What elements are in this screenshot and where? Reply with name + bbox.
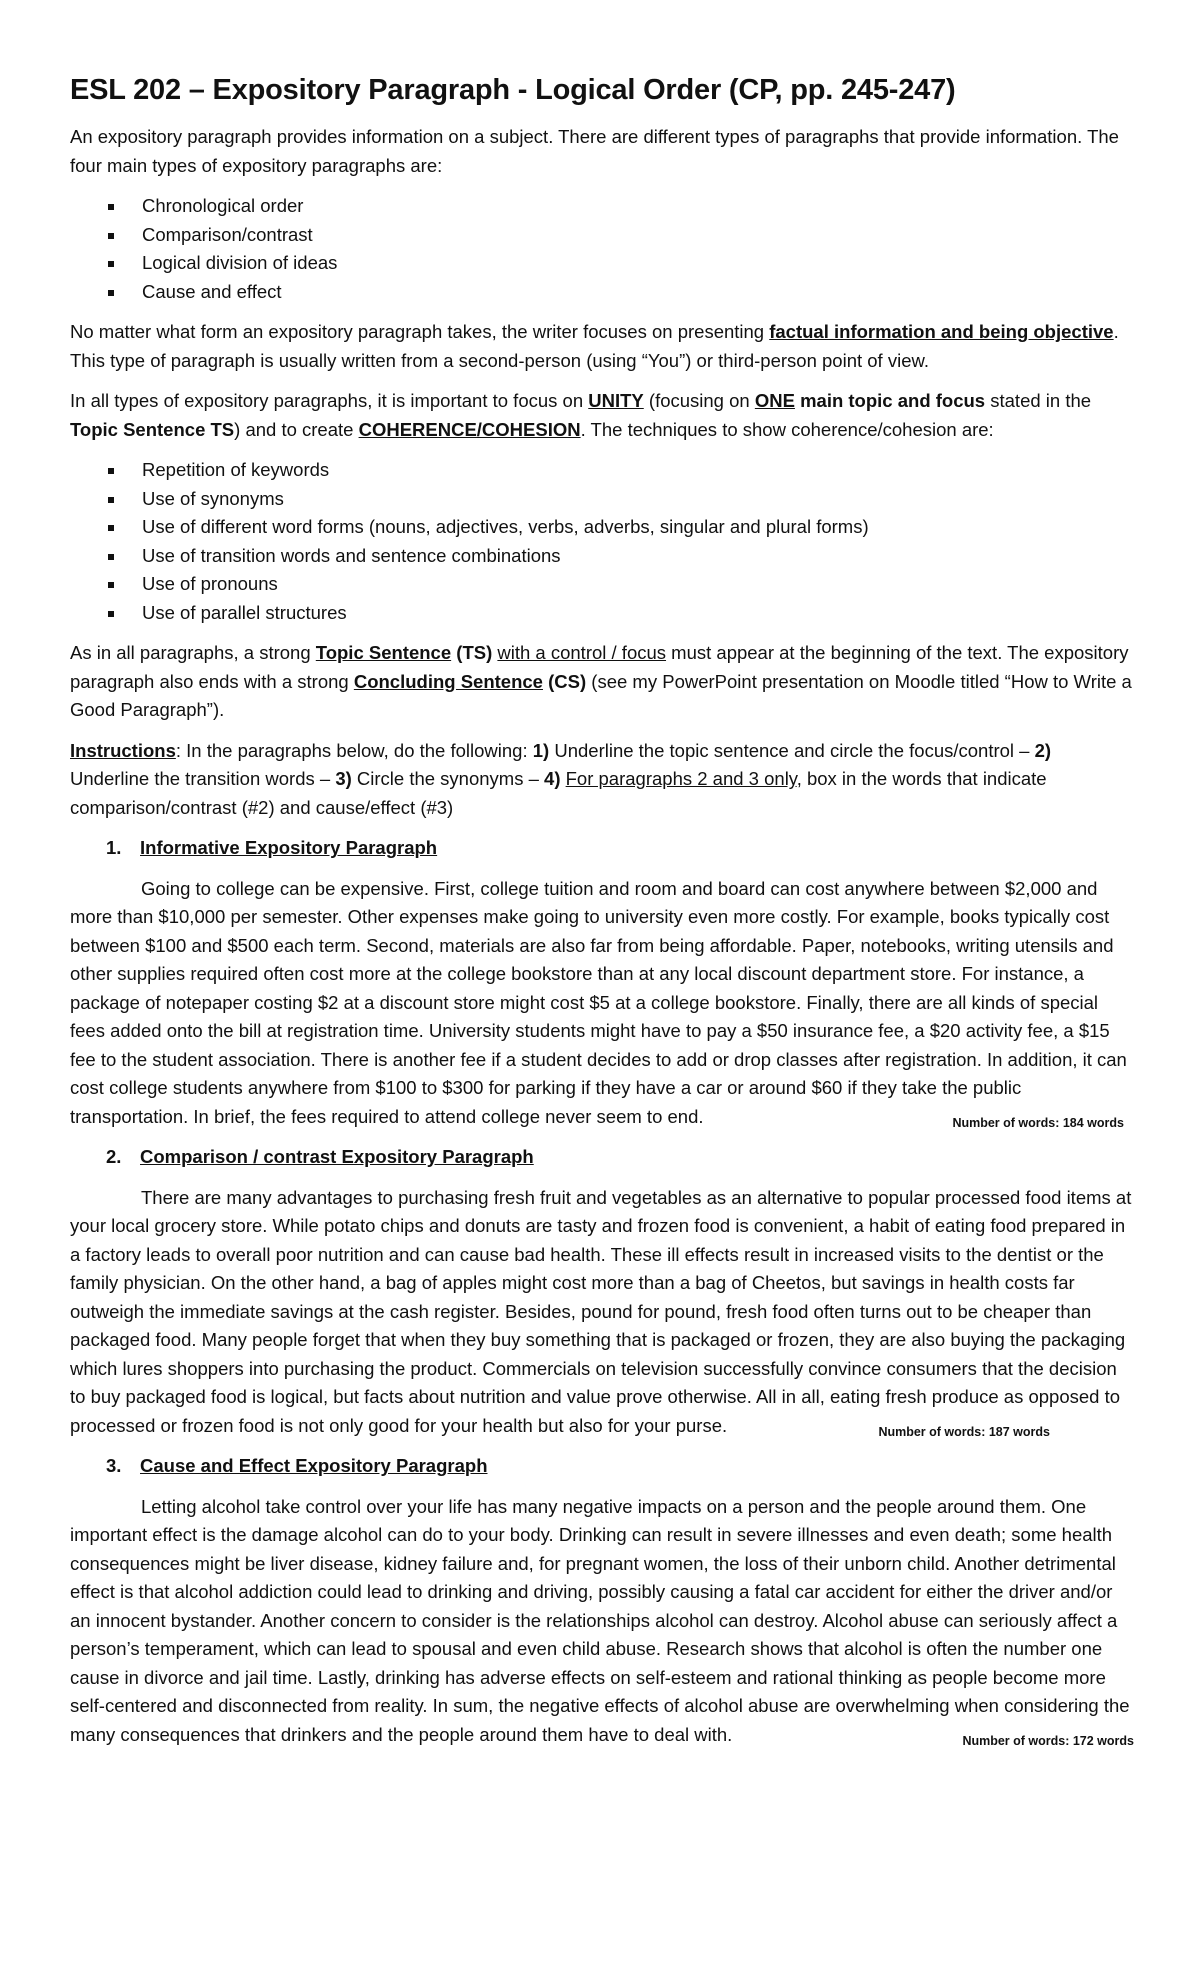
text-run: must appear at the beginning of the text. The expository paragraph also ends with a strong	[70, 642, 1129, 692]
list-item: Use of synonyms	[108, 485, 1134, 514]
text-run: . The techniques to show coherence/cohesion are:	[580, 418, 994, 440]
text-run: ) and to create	[234, 418, 359, 440]
list-item: Comparison/contrast	[108, 221, 1134, 250]
text-run: Underline the topic sentence and circle the focus/control –	[549, 739, 1035, 761]
step-number: 4)	[544, 768, 561, 790]
section-number: 3.	[106, 1455, 122, 1477]
section-number: 2.	[106, 1146, 122, 1168]
text-run: As in all paragraphs, a strong	[70, 642, 316, 664]
section-number: 1.	[106, 837, 122, 859]
page-title: ESL 202 – Expository Paragraph - Logical Order (CP, pp. 245-247)	[70, 74, 956, 106]
text-run: In all types of expository paragraphs, it is important to focus on	[70, 390, 589, 412]
paragraph-text: There are many advantages to purchasing fresh fruit and vegetables as an alternative to popular processed food items at your local grocery store. While potato chips and donuts are tasty and frozen food is convenient, a habit of eating food prepared in a factory leads to overall poor nutrition and can cause bad health. These ill effects result in increased visits to the dentist or the family physician. On the other hand, a bag of apples might cost more than a bag of Cheetos, but savings in health costs far outweigh the immediate savings at the cash register. Besides, pound for pound, fresh food often turns out to be cheaper than packaged food. Many people forget that when they buy something that is packaged or frozen, they are also buying the packaging which lures shoppers into purchasing the product. Commercials on television successfully convince consumers that the decision to buy packaged food is logical, but facts about nutrition and value prove otherwise. All in all, eating fresh produce as opposed to processed or frozen food is not only good for your health but also for your purse.	[70, 1186, 1132, 1436]
coherence-term: COHERENCE/COHESION	[358, 418, 581, 440]
word-count: Number of words: 187 words	[878, 1424, 1050, 1439]
section-title: Informative Expository Paragraph	[140, 837, 438, 859]
main-topic-term: main topic and focus	[800, 390, 986, 412]
topic-sentence-term: Topic Sentence	[315, 642, 452, 664]
ts-abbrev: (TS)	[456, 642, 493, 664]
text-run: Circle the synonyms –	[351, 768, 545, 790]
emphasis-text: factual information and being objective	[769, 321, 1114, 343]
concluding-term: Concluding Sentence	[353, 670, 543, 692]
cs-abbrev: (CS)	[548, 670, 587, 692]
comparison-paragraph	[70, 1184, 1134, 1441]
topic-sentence-paragraph	[70, 639, 1134, 725]
control-term: with a control / focus	[497, 642, 667, 664]
section-title: Cause and Effect Expository Paragraph	[140, 1455, 488, 1477]
list-item: Logical division of ideas	[108, 249, 1134, 278]
step-number: 1)	[532, 739, 550, 761]
list-item: Repetition of keywords	[108, 456, 1134, 485]
topic-sentence-term: Topic Sentence TS	[70, 418, 235, 440]
text-run: No matter what form an expository paragraph takes, the writer focuses on presenting	[70, 321, 770, 343]
step-number: 3)	[335, 768, 352, 790]
section-heading-comparison	[70, 1143, 1134, 1172]
text-run: stated in the	[985, 390, 1092, 412]
text-run: . This type of paragraph is usually written from a second-person (using “You”) or third-person point of view.	[70, 321, 1119, 371]
paragraph-text: Going to college can be expensive. First, college tuition and room and board can cost anywhere between $2,000 and more than $10,000 per semester. Other expenses make going to university even more costly. For example, books typically cost between $100 and $500 each term. Second, materials are also far from being affordable. Paper, notebooks, writing utensils and other supplies required often cost more at the college bookstore than at any local discount department store. For instance, a package of notepaper costing $2 at a discount store might cost $5 at a college bookstore. Finally, there are all kinds of special fees added onto the bill at registration time. University students might have to pay a $50 insurance fee, a $20 activity fee, a $15 fee to the student association. There is another fee if a student decides to add or drop classes after registration. In addition, it can cost college students anywhere from $100 to $300 for parking if they have a car or around $60 if they take the public transportation. In brief, the fees required to attend college never seem to end.	[70, 877, 1127, 1127]
paragraph-types-list	[70, 192, 1134, 306]
list-item: Use of transition words and sentence combinations	[108, 542, 1134, 571]
paragraphs-only-note: For paragraphs 2 and 3 only	[565, 768, 797, 790]
instructions-paragraph	[70, 737, 1134, 823]
word-count: Number of words: 184 words	[952, 1115, 1124, 1130]
section-title: Comparison / contrast Expository Paragraph	[140, 1146, 534, 1168]
list-item: Use of parallel structures	[108, 599, 1134, 628]
text-run: (see my PowerPoint presentation on Moodle titled “How to Write a Good Paragraph”).	[70, 670, 1132, 721]
one-term: ONE	[754, 390, 795, 412]
section-heading-cause-effect	[70, 1452, 1134, 1481]
step-number: 2)	[1034, 739, 1052, 761]
text-run: (focusing on	[643, 390, 755, 412]
word-count: Number of words: 172 words	[962, 1733, 1134, 1748]
instructions-label: Instructions	[70, 739, 176, 761]
techniques-list	[70, 456, 1134, 627]
section-heading-informative	[70, 834, 1134, 863]
cause-effect-paragraph	[70, 1493, 1134, 1750]
text-run: Underline the transition words –	[70, 768, 336, 790]
paragraph-text: Letting alcohol take control over your life has many negative impacts on a person and the people around them. One important effect is the damage alcohol can do to your body. Drinking can result in severe illnesses and even death; some health consequences might be liver disease, kidney failure and, for pregnant women, the loss of their unborn child. Another detrimental effect is that alcohol addiction could lead to drinking and driving, possibly causing a fatal car accident for either the driver and/or an innocent bystander. Another concern to consider is the relationships alcohol can destroy. Alcohol abuse can seriously affect a person’s temperament, which can lead to spousal and even child abuse. Research shows that alcohol is often the number one cause in divorce and jail time. Lastly, drinking has adverse effects on self-esteem and rational thinking as people become more self-centered and disconnected from reality. In sum, the negative effects of alcohol abuse are overwhelming when considering the many consequences that drinkers and the people around them have to deal with.	[70, 1495, 1130, 1745]
unity-term: UNITY	[588, 390, 644, 412]
text-run: : In the paragraphs below, do the following:	[175, 739, 533, 761]
informative-paragraph	[70, 875, 1134, 1132]
list-item: Use of pronouns	[108, 570, 1134, 599]
list-item: Use of different word forms (nouns, adjectives, verbs, adverbs, singular and plural forms)	[108, 513, 1134, 542]
unity-paragraph	[70, 387, 1134, 444]
list-item: Chronological order	[108, 192, 1134, 221]
intro-paragraph: An expository paragraph provides information on a subject. There are different types of paragraphs that provide information. The four main types of expository paragraphs are:	[70, 126, 1119, 176]
objective-paragraph	[70, 318, 1134, 375]
text-run: , box in the words that indicate comparison/contrast (#2) and cause/effect (#3)	[70, 768, 1047, 818]
list-item: Cause and effect	[108, 278, 1134, 307]
